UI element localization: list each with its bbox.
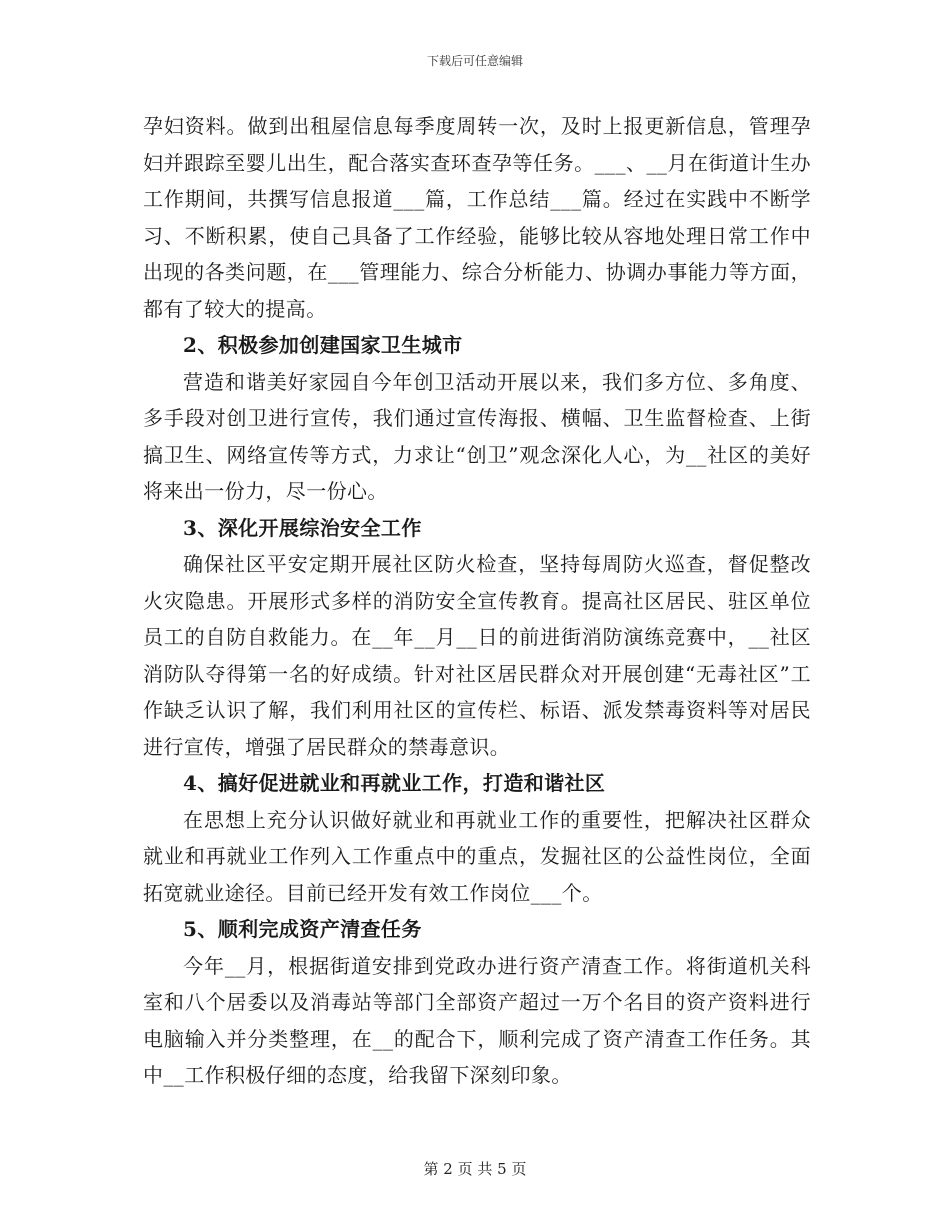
paragraph-continued: 孕妇资料。做到出租屋信息每季度周转一次，及时上报更新信息，管理孕妇并跟踪至婴儿出生，配合落实查环查孕等任务。___、__月在街道计生办工作期间，共撰写信息报道___篇，工作总结___篇。经过在实践中不断学习、不断积累，使自己具备了工作经验，能够比较从容地处理日常工作中出现的各类问题，在___管理能力、综合分析能力、协调办事能力等方面，都有了较大的提高。 [143, 114, 811, 321]
paragraph-section-5: 今年__月，根据街道安排到党政办进行资产清查工作。将街道机关科室和八个居委以及消毒站等部门全部资产超过一万个名目的资产资料进行电脑输入并分类整理，在__的配合下，顺利完成了资产清查工作任务。其中__工作积极仔细的态度，给我留下深刻印象。 [143, 953, 811, 1087]
paragraph-section-2: 营造和谐美好家园自今年创卫活动开展以来，我们多方位、多角度、多手段对创卫进行宣传，我们通过宣传海报、横幅、卫生监督检查、上街搞卫生、网络宣传等方式，力求让“创卫”观念深化人心，为__社区的美好将来出一份力，尽一份心。 [143, 369, 811, 503]
section-heading-5: 5、顺利完成资产清查任务 [183, 917, 422, 941]
section-heading-3: 3、深化开展综治安全工作 [183, 515, 422, 540]
header-note: 下载后可任意编辑 [426, 54, 523, 68]
paragraph-section-4: 在思想上充分认识做好就业和再就业工作的重要性，把解决社区群众就业和再就业工作列入工作重点中的重点，发掘社区的公益性岗位，全面拓宽就业途径。目前已经开发有效工作岗位___个。 [143, 807, 811, 905]
document-body [143, 108, 811, 1094]
section-heading-2: 2、积极参加创建国家卫生城市 [183, 333, 463, 357]
section-heading-4: 4、搞好促进就业和再就业工作，打造和谐社区 [183, 771, 606, 795]
paragraph-section-3: 确保社区平安定期开展社区防火检查，坚持每周防火巡查，督促整改火灾隐患。开展形式多样的消防安全宣传教育。提高社区居民、驻区单位员工的自防自救能力。在__年__月__日的前进街消防演练竞赛中，__社区消防队夺得第一名的好成绩。针对社区居民群众对开展创建“无毒社区”工作缺乏认识了解，我们利用社区的宣传栏、标语、派发禁毒资料等对居民进行宣传，增强了居民群众的禁毒意识。 [143, 552, 811, 759]
page-number: 第 2 页 共 5 页 [423, 1160, 527, 1178]
